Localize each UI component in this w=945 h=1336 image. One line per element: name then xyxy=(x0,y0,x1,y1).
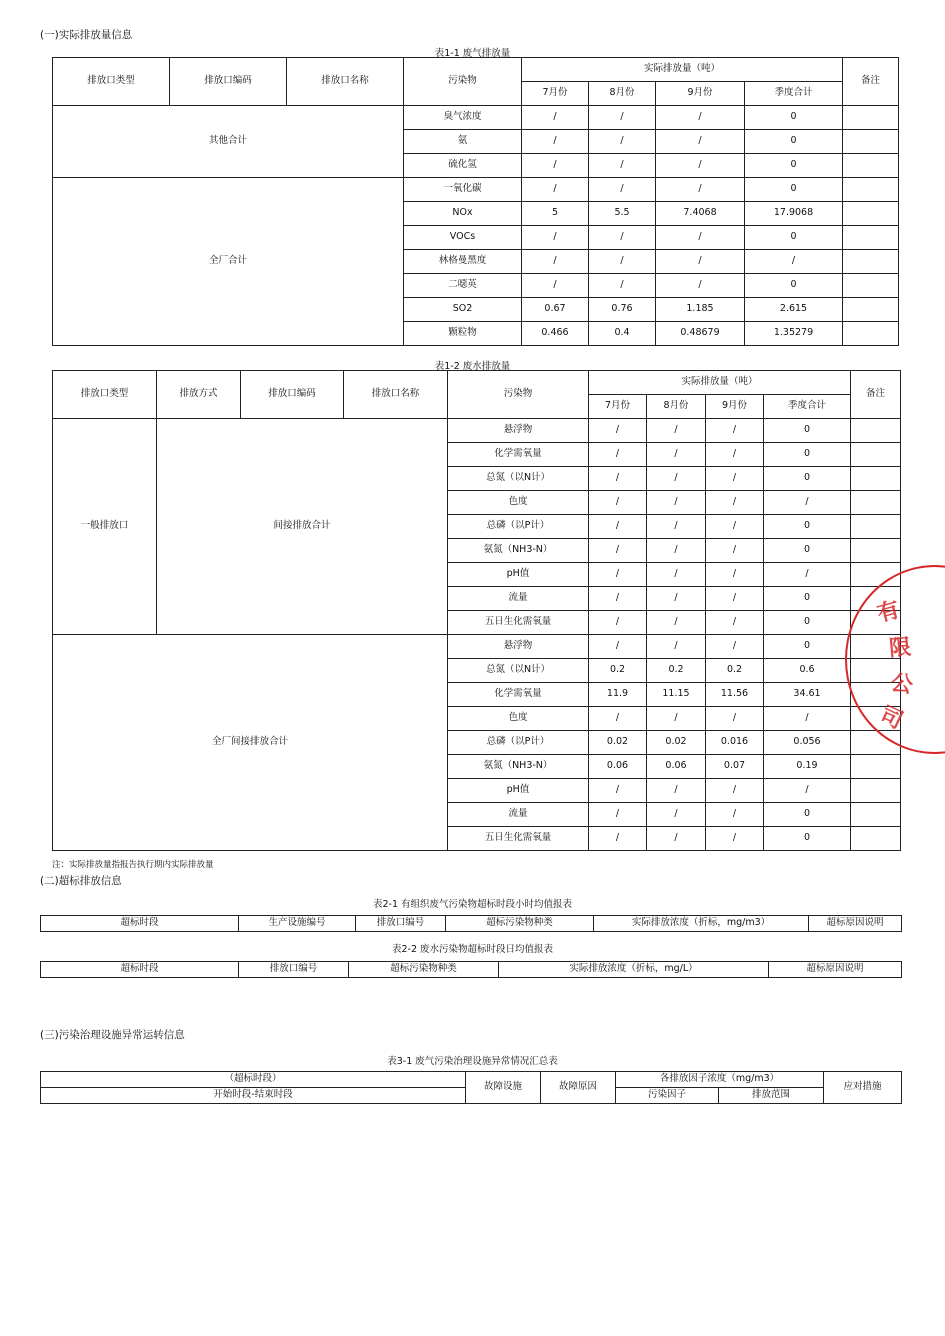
sep-value: / xyxy=(706,491,764,515)
jul-value: / xyxy=(589,563,647,587)
note-cell xyxy=(851,779,901,803)
pollutant-cell: 流量 xyxy=(448,587,589,611)
air-emission-table xyxy=(52,57,899,346)
quarter-total: 0 xyxy=(745,178,843,202)
quarter-total: 0 xyxy=(745,226,843,250)
jul-value: 0.466 xyxy=(522,322,589,346)
table4-caption: 表2-2 废水污染物超标时段日均值报表 xyxy=(391,944,554,955)
sep-value: / xyxy=(656,106,745,130)
jul-value: / xyxy=(589,779,647,803)
note-cell xyxy=(843,154,899,178)
note-cell xyxy=(843,274,899,298)
th-outlet-code: 排放口编号 xyxy=(239,962,349,978)
aug-value: 11.15 xyxy=(647,683,706,707)
th-exceed-reason: 超标原因说明 xyxy=(769,962,902,978)
sep-value: 0.016 xyxy=(706,731,764,755)
sep-value: 0.07 xyxy=(706,755,764,779)
th-actual-conc: 实际排放浓度（折标，mg/L） xyxy=(499,962,769,978)
note-cell xyxy=(843,226,899,250)
water-exceed-table xyxy=(40,961,902,978)
note-cell xyxy=(851,635,901,659)
jul-value: / xyxy=(589,515,647,539)
sep-value: / xyxy=(706,467,764,491)
group-label-other: 其他合计 xyxy=(53,106,404,178)
th-note: 备注 xyxy=(851,371,901,419)
th-sep: 9月份 xyxy=(706,395,764,419)
quarter-total: 34.61 xyxy=(764,683,851,707)
jul-value: / xyxy=(589,491,647,515)
group-label-indirect: 间接排放合计 xyxy=(157,419,448,635)
th-exceed-period: 超标时段 xyxy=(41,962,239,978)
note-cell xyxy=(843,322,899,346)
note-cell xyxy=(851,755,901,779)
sep-value: / xyxy=(706,803,764,827)
aug-value: 0.4 xyxy=(589,322,656,346)
quarter-total: / xyxy=(764,779,851,803)
pollutant-cell: 林格曼黑度 xyxy=(404,250,522,274)
table-row xyxy=(53,635,901,659)
aug-value: 0.76 xyxy=(589,298,656,322)
note-cell xyxy=(843,298,899,322)
th-range: 排放范围 xyxy=(719,1088,824,1104)
pollutant-cell: SO2 xyxy=(404,298,522,322)
note-cell xyxy=(843,250,899,274)
note-cell xyxy=(851,539,901,563)
jul-value: / xyxy=(522,154,589,178)
jul-value: / xyxy=(522,274,589,298)
th-exceed-period: 超标时段 xyxy=(41,916,239,932)
outlet-type-general: 一般排放口 xyxy=(53,419,157,635)
jul-value: 0.2 xyxy=(589,659,647,683)
aug-value: / xyxy=(647,563,706,587)
th-concentration: 各排放因子浓度（mg/m3） xyxy=(616,1072,824,1088)
aug-value: / xyxy=(647,419,706,443)
th-aug: 8月份 xyxy=(647,395,706,419)
seal-char: 公 xyxy=(888,670,915,699)
aug-value: / xyxy=(589,106,656,130)
quarter-total: 0.056 xyxy=(764,731,851,755)
pollutant-cell: VOCs xyxy=(404,226,522,250)
table-row xyxy=(53,419,901,443)
note-cell xyxy=(851,563,901,587)
th-jul: 7月份 xyxy=(589,395,647,419)
air-exceed-table xyxy=(40,915,902,932)
group-label-total: 全厂合计 xyxy=(53,178,404,346)
pollutant-cell: 总氮（以N计） xyxy=(448,467,589,491)
note-cell xyxy=(851,731,901,755)
pollutant-cell: pH值 xyxy=(448,563,589,587)
quarter-total: 0 xyxy=(764,827,851,851)
quarter-total: 0 xyxy=(764,467,851,491)
jul-value: / xyxy=(589,611,647,635)
jul-value: / xyxy=(522,226,589,250)
note-cell xyxy=(851,587,901,611)
th-method: 排放方式 xyxy=(157,371,241,419)
jul-value: / xyxy=(522,130,589,154)
sep-value: / xyxy=(656,274,745,298)
quarter-total: 0 xyxy=(764,803,851,827)
sep-value: / xyxy=(706,587,764,611)
note-cell xyxy=(843,178,899,202)
jul-value: / xyxy=(522,106,589,130)
sep-value: / xyxy=(656,130,745,154)
footnote: 注：实际排放量指报告执行期内实际排放量 xyxy=(52,860,214,870)
th-aug: 8月份 xyxy=(589,82,656,106)
th-exceed-pollutant: 超标污染物种类 xyxy=(446,916,594,932)
aug-value: / xyxy=(589,226,656,250)
sep-value: / xyxy=(706,827,764,851)
quarter-total: 2.615 xyxy=(745,298,843,322)
sep-value: / xyxy=(706,443,764,467)
note-cell xyxy=(851,707,901,731)
sep-value: / xyxy=(706,635,764,659)
pollutant-cell: NOx xyxy=(404,202,522,226)
aug-value: / xyxy=(647,539,706,563)
aug-value: 0.06 xyxy=(647,755,706,779)
th-outlet-code: 排放口编码 xyxy=(241,371,344,419)
sep-value: / xyxy=(706,707,764,731)
sep-value: / xyxy=(706,779,764,803)
jul-value: / xyxy=(589,443,647,467)
jul-value: / xyxy=(589,635,647,659)
pollutant-cell: 流量 xyxy=(448,803,589,827)
note-cell xyxy=(851,491,901,515)
pollutant-cell: 颗粒物 xyxy=(404,322,522,346)
aug-value: / xyxy=(589,178,656,202)
th-factor: 污染因子 xyxy=(616,1088,719,1104)
quarter-total: 0 xyxy=(745,106,843,130)
pollutant-cell: 五日生化需氧量 xyxy=(448,611,589,635)
th-quarter: 季度合计 xyxy=(745,82,843,106)
table-row xyxy=(53,178,899,202)
aug-value: / xyxy=(647,803,706,827)
aug-value: / xyxy=(589,250,656,274)
air-group-total xyxy=(53,178,899,346)
pollutant-cell: 化学需氧量 xyxy=(448,683,589,707)
pollutant-cell: 氨氮（NH3-N） xyxy=(448,755,589,779)
sep-value: / xyxy=(706,611,764,635)
sep-value: / xyxy=(656,178,745,202)
quarter-total: 0 xyxy=(764,635,851,659)
pollutant-cell: 总磷（以P计） xyxy=(448,515,589,539)
jul-value: 11.9 xyxy=(589,683,647,707)
aug-value: / xyxy=(647,515,706,539)
aug-value: / xyxy=(647,491,706,515)
th-quarter: 季度合计 xyxy=(764,395,851,419)
seal-char: 有 xyxy=(874,597,903,628)
aug-value: / xyxy=(647,635,706,659)
note-cell xyxy=(843,202,899,226)
jul-value: 0.02 xyxy=(589,731,647,755)
aug-value: / xyxy=(647,707,706,731)
aug-value: / xyxy=(589,274,656,298)
sep-value: / xyxy=(706,539,764,563)
jul-value: / xyxy=(589,827,647,851)
aug-value: / xyxy=(647,611,706,635)
quarter-total: 0 xyxy=(764,515,851,539)
th-outlet-type: 排放口类型 xyxy=(53,371,157,419)
note-cell xyxy=(851,803,901,827)
jul-value: 0.67 xyxy=(522,298,589,322)
pollutant-cell: 化学需氧量 xyxy=(448,443,589,467)
pollutant-cell: 总磷（以P计） xyxy=(448,731,589,755)
pollutant-cell: 总氮（以N计） xyxy=(448,659,589,683)
th-period: （超标时段） xyxy=(41,1072,466,1088)
quarter-total: / xyxy=(764,491,851,515)
th-pollutant: 污染物 xyxy=(404,58,522,106)
sep-value: 7.4068 xyxy=(656,202,745,226)
aug-value: 0.2 xyxy=(647,659,706,683)
th-start-end: 开始时段-结束时段 xyxy=(41,1088,466,1104)
pollutant-cell: 氨氮（NH3-N） xyxy=(448,539,589,563)
note-cell xyxy=(851,467,901,491)
quarter-total: 0 xyxy=(764,611,851,635)
th-outlet-name: 排放口名称 xyxy=(287,58,404,106)
pollutant-cell: 五日生化需氧量 xyxy=(448,827,589,851)
note-cell xyxy=(851,827,901,851)
th-fault-reason: 故障原因 xyxy=(541,1072,616,1104)
sep-value: / xyxy=(656,226,745,250)
note-cell xyxy=(851,515,901,539)
seal-char: 限 xyxy=(888,635,913,662)
section1-title: (一)实际排放量信息 xyxy=(40,29,133,41)
pollutant-cell: 悬浮物 xyxy=(448,635,589,659)
th-pollutant: 污染物 xyxy=(448,371,589,419)
quarter-total: 1.35279 xyxy=(745,322,843,346)
pollutant-cell: 一氧化碳 xyxy=(404,178,522,202)
note-cell xyxy=(843,106,899,130)
seal-char: 司 xyxy=(875,702,907,735)
aug-value: 5.5 xyxy=(589,202,656,226)
sep-value: / xyxy=(706,419,764,443)
quarter-total: 0 xyxy=(764,443,851,467)
section3-title: (三)污染治理设施异常运转信息 xyxy=(40,1029,185,1041)
facility-abnormal-table xyxy=(40,1071,902,1104)
air-group-other xyxy=(53,106,899,178)
quarter-total: 17.9068 xyxy=(745,202,843,226)
sep-value: 11.56 xyxy=(706,683,764,707)
quarter-total: 0 xyxy=(764,419,851,443)
th-outlet-name: 排放口名称 xyxy=(344,371,448,419)
aug-value: 0.02 xyxy=(647,731,706,755)
jul-value: / xyxy=(522,178,589,202)
th-jul: 7月份 xyxy=(522,82,589,106)
aug-value: / xyxy=(647,779,706,803)
table1-caption: 表1-1 废气排放量 xyxy=(434,48,511,59)
aug-value: / xyxy=(647,443,706,467)
aug-value: / xyxy=(647,587,706,611)
th-sep: 9月份 xyxy=(656,82,745,106)
pollutant-cell: 氨 xyxy=(404,130,522,154)
quarter-total: 0 xyxy=(764,587,851,611)
th-exceed-pollutant: 超标污染物种类 xyxy=(349,962,499,978)
water-emission-table xyxy=(52,370,901,851)
note-cell xyxy=(843,130,899,154)
quarter-total: / xyxy=(764,707,851,731)
note-cell xyxy=(851,443,901,467)
th-actual: 实际排放量（吨） xyxy=(589,371,851,395)
sep-value: / xyxy=(706,563,764,587)
th-outlet-code: 排放口编码 xyxy=(170,58,287,106)
sep-value: / xyxy=(706,515,764,539)
table3-caption: 表2-1 有组织废气污染物超标时段小时均值报表 xyxy=(372,899,573,910)
jul-value: / xyxy=(589,419,647,443)
quarter-total: / xyxy=(764,563,851,587)
aug-value: / xyxy=(647,467,706,491)
sep-value: / xyxy=(656,154,745,178)
quarter-total: 0 xyxy=(745,154,843,178)
sep-value: / xyxy=(656,250,745,274)
note-cell xyxy=(851,611,901,635)
jul-value: 5 xyxy=(522,202,589,226)
jul-value: / xyxy=(589,539,647,563)
aug-value: / xyxy=(647,827,706,851)
water-group-general xyxy=(53,419,901,635)
sep-value: 0.48679 xyxy=(656,322,745,346)
sep-value: 0.2 xyxy=(706,659,764,683)
pollutant-cell: 悬浮物 xyxy=(448,419,589,443)
note-cell xyxy=(851,659,901,683)
pollutant-cell: 二噁英 xyxy=(404,274,522,298)
pollutant-cell: 色度 xyxy=(448,491,589,515)
table2-caption: 表1-2 废水排放量 xyxy=(434,361,511,372)
aug-value: / xyxy=(589,154,656,178)
quarter-total: 0.19 xyxy=(764,755,851,779)
th-measure: 应对措施 xyxy=(824,1072,902,1104)
sep-value: 1.185 xyxy=(656,298,745,322)
table5-caption: 表3-1 废气污染治理设施异常情况汇总表 xyxy=(387,1056,558,1067)
note-cell xyxy=(851,683,901,707)
water-group-total xyxy=(53,635,901,851)
jul-value: / xyxy=(522,250,589,274)
jul-value: 0.06 xyxy=(589,755,647,779)
th-outlet-code: 排放口编号 xyxy=(356,916,446,932)
pollutant-cell: pH值 xyxy=(448,779,589,803)
pollutant-cell: 硫化氢 xyxy=(404,154,522,178)
section2-title: (二)超标排放信息 xyxy=(40,875,122,887)
aug-value: / xyxy=(589,130,656,154)
pollutant-cell: 臭气浓度 xyxy=(404,106,522,130)
th-actual-conc: 实际排放浓度（折标，mg/m3） xyxy=(594,916,809,932)
pollutant-cell: 色度 xyxy=(448,707,589,731)
table-row xyxy=(53,106,899,130)
jul-value: / xyxy=(589,467,647,491)
quarter-total: 0 xyxy=(745,274,843,298)
group-label-plant-indirect: 全厂间接排放合计 xyxy=(53,635,448,851)
jul-value: / xyxy=(589,707,647,731)
quarter-total: 0 xyxy=(745,130,843,154)
th-actual: 实际排放量（吨） xyxy=(522,58,843,82)
jul-value: / xyxy=(589,587,647,611)
th-exceed-reason: 超标原因说明 xyxy=(809,916,902,932)
note-cell xyxy=(851,419,901,443)
jul-value: / xyxy=(589,803,647,827)
quarter-total: 0.6 xyxy=(764,659,851,683)
quarter-total: 0 xyxy=(764,539,851,563)
th-fault-facility: 故障设施 xyxy=(466,1072,541,1104)
quarter-total: / xyxy=(745,250,843,274)
th-facility-code: 生产设施编号 xyxy=(239,916,356,932)
th-note: 备注 xyxy=(843,58,899,106)
th-outlet-type: 排放口类型 xyxy=(53,58,170,106)
